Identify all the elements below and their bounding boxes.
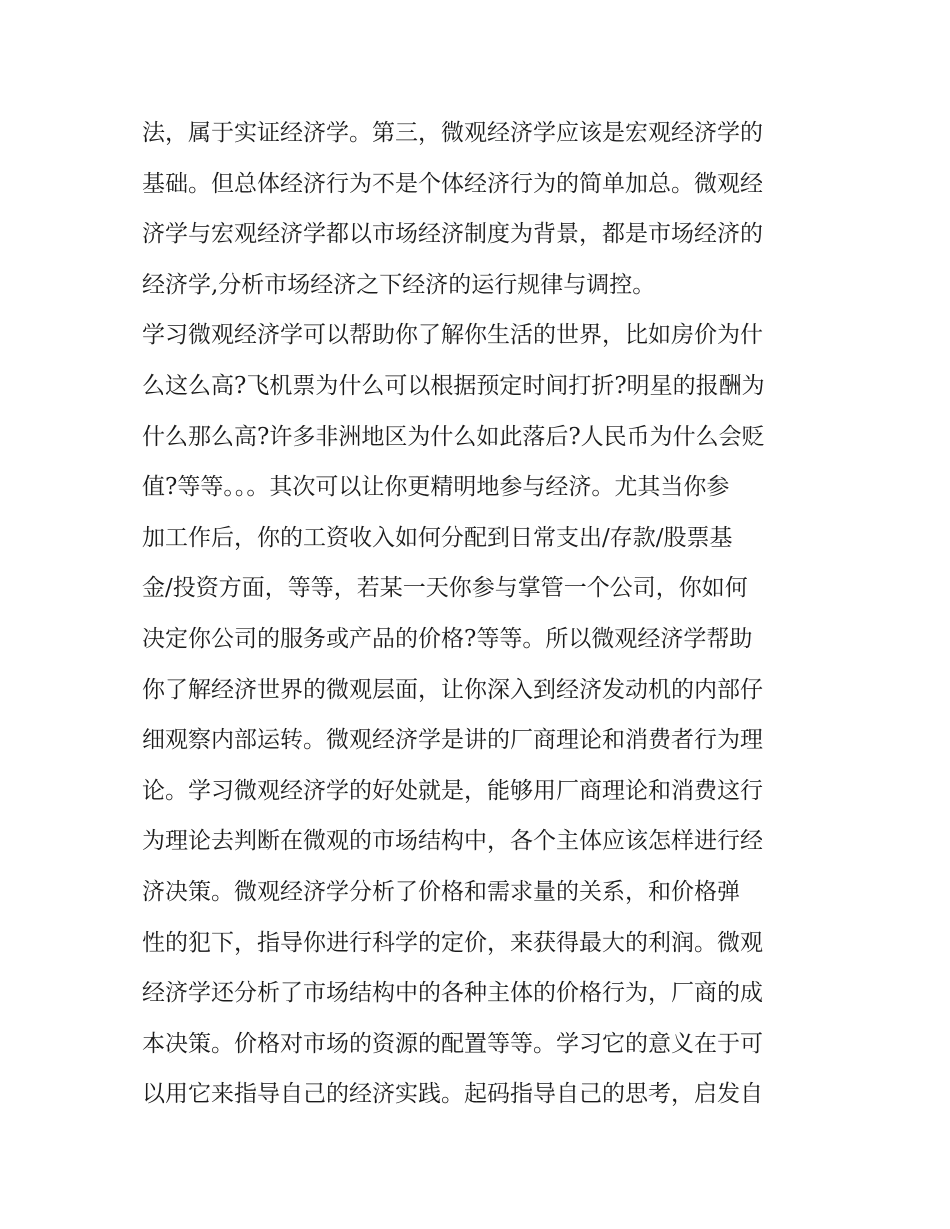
- text-line: 值?等等。。。其次可以让你更精明地参与经济。尤其当你参: [142, 474, 730, 501]
- text-line: 论。学习微观经济学的好处就是，能够用厂商理论和消费这行: [142, 777, 763, 804]
- text-line: 性的犯下，指导你进行科学的定价，来获得最大的利润。微观: [142, 929, 763, 956]
- text-line: 么这么高?飞机票为什么可以根据预定时间打折?明星的报酬为: [142, 372, 765, 399]
- text-line: 为理论去判断在微观的市场结构中，各个主体应该怎样进行经: [142, 828, 763, 855]
- text-line: 经济学还分析了市场结构中的各种主体的价格行为，厂商的成: [142, 980, 763, 1007]
- text-line: 本决策。价格对市场的资源的配置等等。学习它的意义在于可: [142, 1030, 763, 1057]
- text-line: 法，属于实证经济学。第三，微观经济学应该是宏观经济学的: [142, 120, 763, 146]
- document-body-text: [142, 108, 822, 1120]
- text-line: 什么那么高?许多非洲地区为什么如此落后?人民币为什么会贬: [142, 423, 765, 450]
- text-line: 济决策。微观经济学分析了价格和需求量的关系，和价格弹: [142, 878, 740, 905]
- text-line: 基础。但总体经济行为不是个体经济行为的简单加总。微观经: [142, 170, 763, 197]
- text-line: 加工作后，你的工资收入如何分配到日常支出/存款/股票基: [142, 524, 733, 551]
- text-line: 济学与宏观经济学都以市场经济制度为背景，都是市场经济的: [142, 221, 763, 248]
- text-line: 金/投资方面，等等，若某一天你参与掌管一个公司，你如何: [142, 575, 748, 602]
- text-line: 以用它来指导自己的经济实践。起码指导自己的思考，启发自: [142, 1081, 763, 1108]
- text-line: 你了解经济世界的微观层面，让你深入到经济发动机的内部仔: [142, 676, 763, 703]
- text-line: 经济学,分析市场经济之下经济的运行规律与调控。: [142, 271, 656, 298]
- text-line: 学习微观经济学可以帮助你了解你生活的世界，比如房价为什: [142, 322, 763, 349]
- text-line: 细观察内部运转。微观经济学是讲的厂商理论和消费者行为理: [142, 727, 763, 754]
- text-line: 决定你公司的服务或产品的价格?等等。所以微观经济学帮助: [142, 625, 753, 652]
